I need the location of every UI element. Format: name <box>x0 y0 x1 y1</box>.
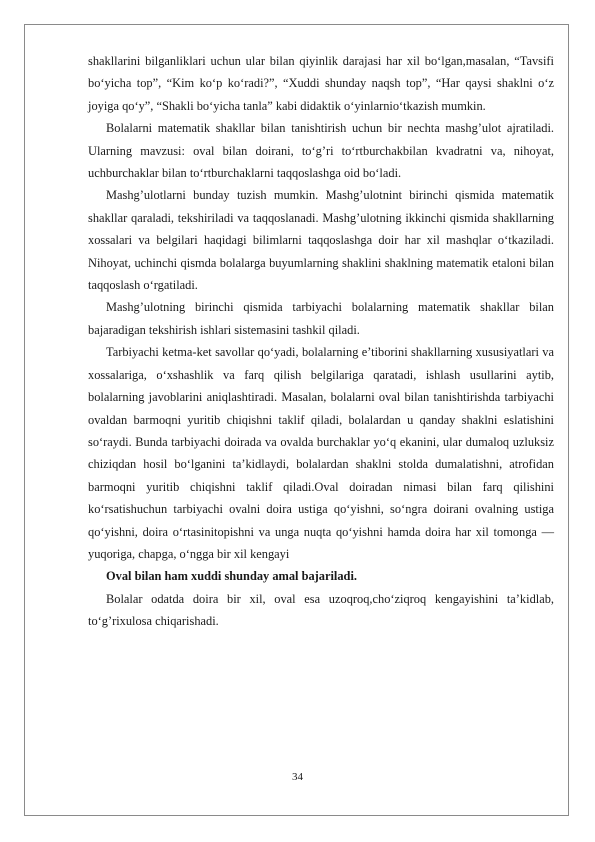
document-body <box>88 50 554 633</box>
bold-statement: Oval bilan ham xuddi shunday amal bajariladi. <box>106 569 357 584</box>
paragraph: Mashg’ulotlarni bunday tuzish mumkin. Mashg’ulotnint birinchi qismida matematik shakllar qaraladi, tekshiriladi va taqqoslanadi. Mashg’ulotning ikkinchi qismida shakllarning xossalari va belgilari haqidagi bilimlarni taqqoslashga doir har xil mashqlar o‘tkaziladi. Nihoyat, uchinchi qismda bolalarga buyumlarning shaklini shaklning matematik etaloni bilan taqqoslash o‘rgatiladi. <box>88 188 554 293</box>
page-number: 34 <box>292 771 303 783</box>
paragraph: Bolalar odatda doira bir xil, oval esa uzoqroq,cho‘ziqroq kengayishini ta’kidlab, to‘g’rixulosa chiqarishadi. <box>88 591 554 629</box>
paragraph: Bolalarni matematik shakllar bilan tanishtirish uchun bir nechta mashg’ulot ajratiladi. Ularning mavzusi: oval bilan doirani, to‘g’ri to‘rtburchakbilan kvadratni va, nihoyat, uchburchaklar bilan to‘rtburchaklarni taqqoslashga oid bo‘ladi. <box>88 121 554 181</box>
paragraph-continuation: shakllarini bilganliklari uchun ular bilan qiyinlik darajasi har xil bo‘lgan,masalan, “Tavsifi bo‘yicha top”, “Kim ko‘p ko‘radi?”, “Xuddi shunday naqsh top”, “Har qaysi shaklni o‘z joyiga qo‘y”, “Shakli bo‘yicha tanla” kabi didaktik o‘yinlarnio‘tkazish mumkin. <box>88 54 554 113</box>
paragraph: Mashg’ulotning birinchi qismida tarbiyachi bolalarning matematik shakllar bilan bajaradigan tekshirish ishlari sistemasini tashkil qiladi. <box>88 300 554 337</box>
paragraph: Tarbiyachi ketma-ket savollar qo‘yadi, bolalarning e’tiborini shakllarning xususiyatlari va xossalariga, o‘xshashlik va farq qilish belgilariga qaratadi, ishlash usullarini aytib, bolalarning javoblarini aniqlashtiradi. Masalan, bolalarni oval bilan tanishtirishda tarbiyachi ovaldan barmoqni yuritib chiqishni taklif qiladi, bolalardan u qanday shaklni eslatishini so‘raydi. Bunda tarbiyachi doirada va ovalda burchaklar yo‘q ekanini, ular dumaloq uzluksiz chiziqdan hosil bo‘lganini ta’kidlaydi, bolalardan shaklni stolda dumalatishni, atrofidan barmoqni yuritib chiqishni taklif qiladi.Oval doiradan nimasi bilan farq qilishini ko‘rsatishuchun tarbiyachi ovalni doira ustiga qo‘yishni, so‘ngra doirani ovalning ustiga qo‘yishni, doira o‘rtasinitopishni va unga nuqta qo‘yishni hamda doira har xil tomonga — yuqoriga, chapga, o‘ngga bir xil kengayi <box>88 345 554 561</box>
